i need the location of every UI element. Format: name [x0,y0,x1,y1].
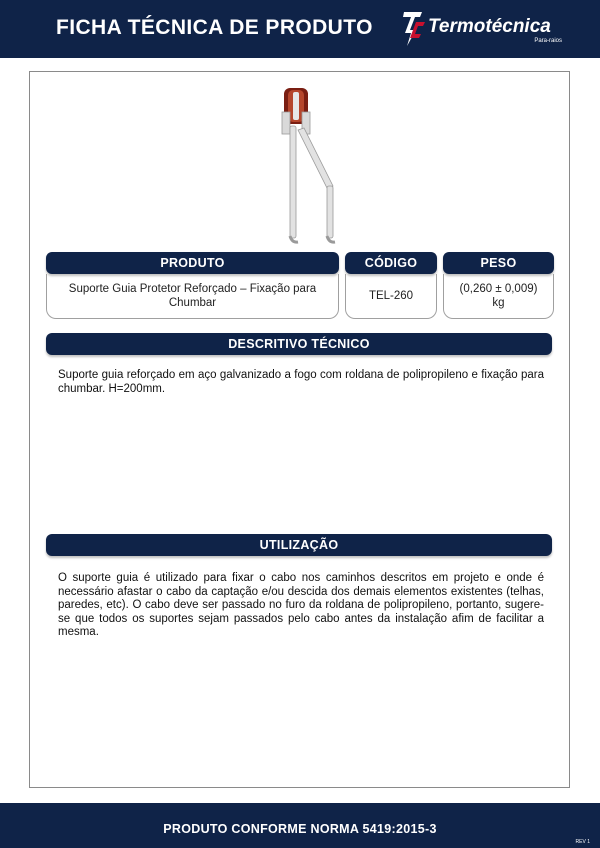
norm-statement: PRODUTO CONFORME NORMA 5419:2015-3 [163,822,437,836]
page-header [0,0,600,58]
termotecnica-logo-icon [402,8,428,48]
usage-text: O suporte guia é utilizado para fixar o cabo nos caminhos descritos em projeto e onde é necessário afastar o cabo da captação e/ou descida dos demais elementos existentes (telhas, paredes, etc). O cabo deve ser passado no furo da roldana de polipropileno, portanto, sugere-se que todos os suportes sejam passados pelo cabo antes da instalação afim de facilitar a mesma. [58,572,544,638]
page-footer [0,803,600,848]
weight-value: (0,260 ± 0,009) kg [443,274,554,319]
code-value: TEL-260 [345,274,437,319]
page-title: FICHA TÉCNICA DE PRODUTO [56,16,373,39]
brand-logo [402,8,592,50]
descriptive-header: DESCRITIVO TÉCNICO [46,333,552,355]
brand-name: Termotécnica [428,16,551,37]
product-header: PRODUTO [46,252,339,274]
weight-header: PESO [443,252,554,274]
usage-header: UTILIZAÇÃO [46,534,552,556]
revision-label: REV 1 [575,839,590,845]
descriptive-text: Suporte guia reforçado em aço galvanizado a fogo com roldana de polipropileno e fixação para chumbar. H=200mm. [58,369,544,395]
guide-support-icon [278,86,344,244]
product-value: Suporte Guia Protetor Reforçado – Fixação para Chumbar [46,274,339,319]
code-header: CÓDIGO [345,252,437,274]
brand-subtitle: Para-raios [534,38,562,44]
